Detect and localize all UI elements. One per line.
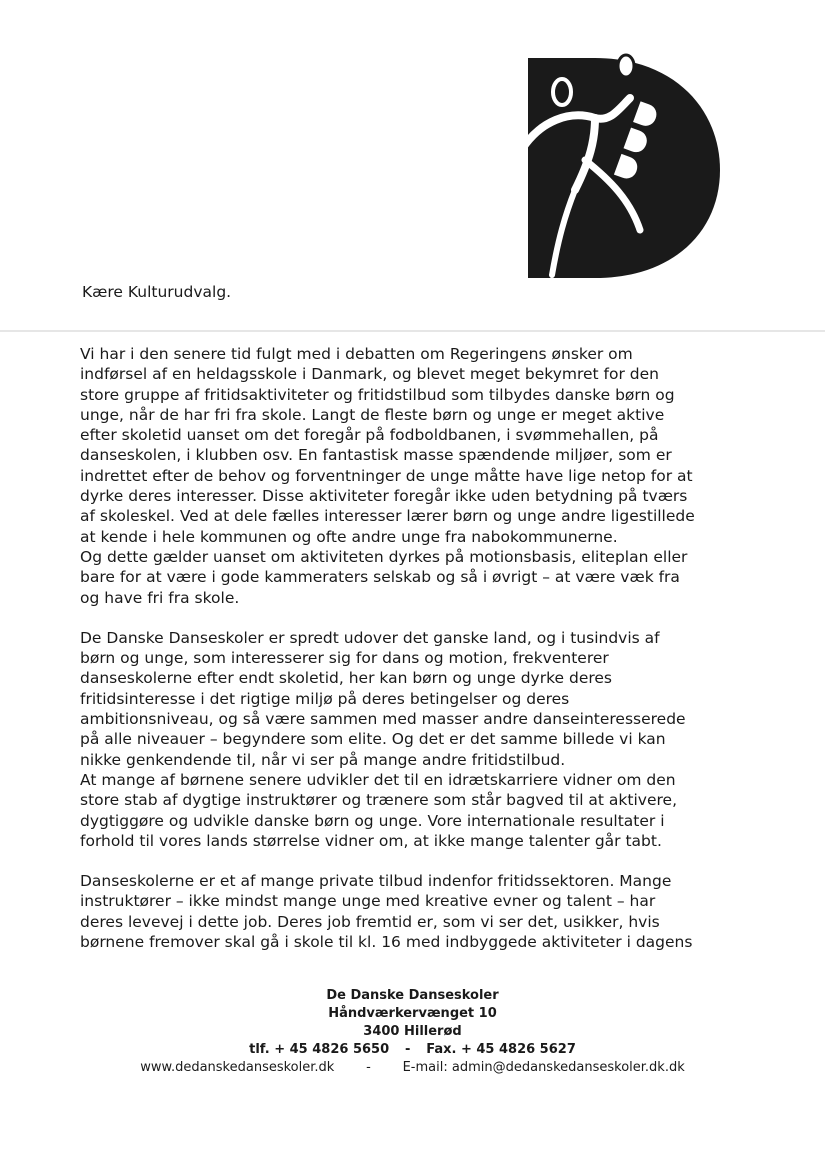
letter-paragraph-3: Danseskolerne er et af mange private tilbud indenfor fritidssektoren. Mange instruktører – ikke mindst mange unge med kreative evner og talent – har deres levevej i dette job. Deres job fremtid er, som vi ser det, usikker, hvis børnene fremover skal gå i skole til kl. 16 med indbyggede aktiviteter i dagens: [80, 872, 693, 952]
letter-paragraph-1: Vi har i den senere tid fulgt med i debatten om Regeringens ønsker om indførsel af en heldagsskole i Danmark, og blevet meget bekymret for den store gruppe af fritidsaktiviteter og fritidstilbud som tilbydes danske børn og unge, når de har fri fra skole. Langt de fleste børn og unge er meget aktive efter skoletid uanset om det foregår på fodboldbanen, i svømmehallen, på danseskolen, i klubben osv. En fantastisk masse spændende miljøer, som er indrettet efter de behov og forventninger de unge måtte have lige netop for at dyrke deres interesser. Disse aktiviteter foregår ikke uden betydning på tværs af skoleskel. Ved at dele fælles interesser lærer børn og unge andre ligestillede at kende i hele kommunen og ofte andre unge fra nabokommunerne. Og dette gælder uanset om aktiviteten dyrkes på motionsbasis, eliteplan eller bare for at være i gode kammeraters selskab og så i øvrigt – at være væk fra og have fri fra skole.: [80, 345, 695, 607]
letterhead-footer: [0, 987, 825, 1077]
footer-address-city: 3400 Hillerød: [363, 1024, 462, 1039]
footer-address-street: Håndværkervænget 10: [328, 1006, 497, 1021]
footer-website-link[interactable]: www.dedanskedanseskoler.dk: [140, 1060, 335, 1075]
footer-web-separator: -: [366, 1060, 371, 1075]
footer-phone: tlf. + 45 4826 5650: [249, 1042, 390, 1057]
footer-contact-separator: -: [404, 1042, 411, 1057]
letter-paragraph-2: De Danske Danseskoler er spredt udover det ganske land, og i tusindvis af børn og unge, som interesserer sig for dans og motion, frekventerer danseskolerne efter endt skoletid, her kan børn og unge dyrke deres fritidsinteresse i det rigtige miljø på deres betingelser og deres ambitionsniveau, og så være sammen med masser andre danseinteresserede på alle niveauer – begyndere som elite. Og det er det samme billede vi kan nikke genkendende til, når vi ser på mange andre fritidstilbud. At mange af børnene senere udvikler det til en idrætskarriere vidner om den store stab af dygtige instruktører og trænere som står bagved til at aktivere, dygtiggøre og udvikle danske børn og unge. Vore internationale resultater i forhold til vores lands størrelse vidner om, at ikke mange talenter går tabt.: [80, 628, 686, 850]
footer-web-line: [0, 1059, 825, 1077]
scan-artifact-divider: [0, 330, 825, 332]
footer-fax: Fax. + 45 4826 5627: [426, 1042, 576, 1057]
letter-salutation: Kære Kulturudvalg.: [82, 283, 232, 301]
footer-org-name: De Danske Danseskoler: [326, 988, 499, 1003]
ddd-dancer-logo-icon: [500, 40, 725, 280]
footer-email-link[interactable]: E-mail: admin@dedanskedanseskoler.dk.dk: [402, 1060, 685, 1075]
letter-body: [80, 344, 760, 952]
footer-contact-line: [0, 1041, 825, 1059]
